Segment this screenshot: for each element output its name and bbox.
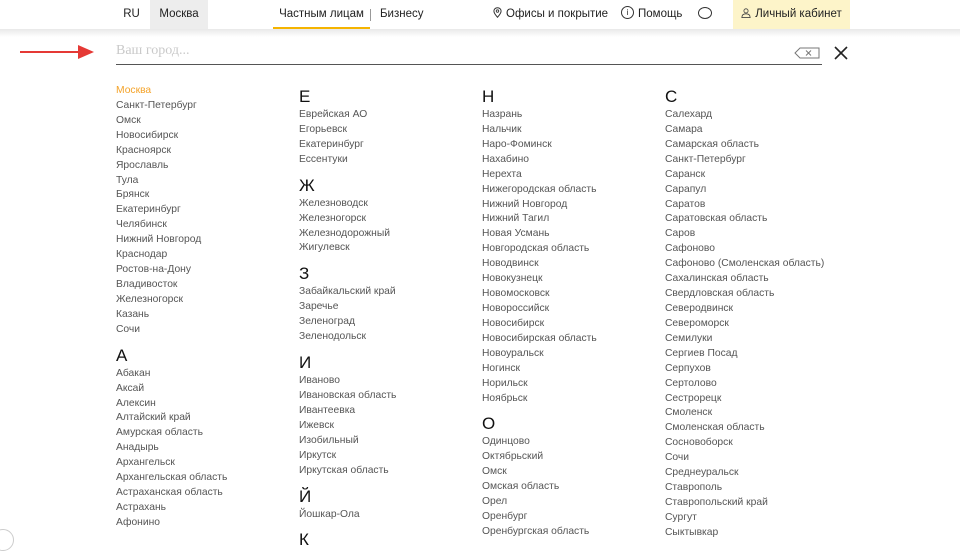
city-link[interactable]: Ноябрьск	[482, 392, 528, 404]
alphabet-letter-heading: Й	[299, 486, 312, 506]
city-column-3	[482, 84, 652, 540]
letter-gap	[299, 479, 469, 484]
city-link[interactable]: Екатеринбург	[299, 138, 364, 150]
city-link[interactable]: Екатеринбург	[116, 204, 181, 216]
city-link[interactable]: Железнодорожный	[299, 227, 390, 239]
city-link[interactable]: Архангельск	[116, 457, 175, 469]
city-link[interactable]: Свердловская область	[665, 288, 775, 300]
city-link[interactable]: Нальчик	[482, 123, 522, 135]
city-link[interactable]: Сестрорецк	[665, 392, 722, 404]
offices-link[interactable]	[493, 0, 608, 29]
red-arrow-icon	[20, 44, 96, 60]
city-link[interactable]: Омская область	[482, 481, 560, 493]
city-link[interactable]: Санкт-Петербург	[116, 99, 197, 111]
city-link[interactable]: Новосибирск	[482, 317, 545, 329]
city-link[interactable]: Йошкар-Ола	[299, 508, 360, 520]
city-column-4	[665, 84, 835, 541]
city-link[interactable]: Астраханская область	[116, 487, 223, 499]
tab-separator	[370, 9, 371, 21]
city-link[interactable]: Оренбург	[482, 511, 528, 523]
city-link[interactable]: Нерехта	[482, 168, 522, 180]
city-link[interactable]: Салехард	[665, 109, 713, 120]
city-link[interactable]: Изобильный	[299, 434, 359, 446]
city-link[interactable]: Сосновоборск	[665, 437, 733, 449]
city-link[interactable]: Новодвинск	[482, 258, 539, 270]
city-link[interactable]: Ногинск	[482, 362, 521, 374]
alphabet-letter-heading: К	[299, 530, 309, 550]
city-link[interactable]: Смоленская область	[665, 422, 765, 434]
letter-gap	[116, 338, 286, 343]
city-link[interactable]: Жигулевск	[299, 242, 350, 254]
alphabet-letter-heading: З	[299, 264, 310, 284]
city-link[interactable]: Железногорск	[299, 212, 367, 224]
scroll-indicator	[0, 529, 14, 551]
city-link[interactable]: Северодвинск	[665, 302, 734, 314]
city-link[interactable]: Санкт-Петербург	[665, 153, 746, 165]
letter-gap	[299, 256, 469, 261]
city-link[interactable]: Ивантеевка	[299, 404, 356, 416]
city-link[interactable]: Ижевск	[299, 419, 335, 431]
city-link[interactable]: Новокузнецк	[482, 273, 543, 285]
city-link[interactable]: Красноярск	[116, 144, 171, 156]
city-link[interactable]: Североморск	[665, 317, 729, 329]
city-link[interactable]: Ставрополь	[665, 482, 723, 494]
city-link[interactable]: Афонино	[116, 516, 161, 528]
city-link[interactable]: Нахабино	[482, 153, 529, 165]
city-link[interactable]: Нижний Новгород	[116, 234, 202, 246]
letter-gap	[299, 345, 469, 350]
city-link[interactable]: Новомосковск	[482, 288, 550, 300]
alphabet-letter-heading: Е	[299, 87, 311, 106]
city-link[interactable]: Сочи	[665, 452, 690, 464]
city-link[interactable]: Иваново	[299, 375, 340, 387]
city-link[interactable]: Железноводск	[299, 197, 368, 209]
city-link[interactable]: Зеленоград	[299, 316, 355, 328]
help-circle-icon: i	[621, 6, 634, 19]
city-link-selected[interactable]: Москва	[116, 85, 152, 96]
city-link[interactable]: Ставропольский край	[665, 496, 768, 508]
city-link[interactable]: Оренбургская область	[482, 525, 590, 537]
city-link[interactable]: Смоленск	[665, 407, 713, 419]
city-link[interactable]: Самарская область	[665, 138, 759, 150]
language-switch[interactable]: RU	[123, 8, 140, 20]
city-link[interactable]: Нижегородская область	[482, 183, 597, 195]
city-link[interactable]: Назрань	[482, 109, 523, 120]
personal-cabinet-button[interactable]	[733, 0, 850, 29]
city-link[interactable]: Ивановская область	[299, 389, 397, 401]
city-link[interactable]: Орел	[482, 496, 508, 508]
top-navigation-bar	[0, 0, 960, 29]
city-link[interactable]: Амурская область	[116, 427, 203, 439]
city-link[interactable]: Анадырь	[116, 442, 159, 454]
city-link[interactable]: Нижний Тагил	[482, 213, 550, 225]
letter-gap	[299, 168, 469, 173]
city-link[interactable]: Заречье	[299, 301, 339, 313]
city-link[interactable]: Аксай	[116, 382, 145, 394]
tab-private-persons[interactable]: Частным лицам	[273, 0, 370, 29]
city-link[interactable]: Егорьевск	[299, 123, 347, 135]
help-link[interactable]	[621, 0, 682, 29]
city-link[interactable]: Сыктывкар	[665, 526, 719, 538]
alphabet-letter-heading: И	[299, 353, 312, 373]
tab-business[interactable]: Бизнесу	[380, 8, 424, 20]
city-link[interactable]: Ессентуки	[299, 153, 348, 165]
city-link[interactable]: Сафоново	[665, 243, 715, 255]
city-link[interactable]: Семилуки	[665, 332, 713, 344]
alphabet-letter-heading: А	[116, 345, 128, 365]
city-link[interactable]: Астрахань	[116, 501, 166, 513]
city-link[interactable]: Алтайский край	[116, 412, 191, 424]
city-link[interactable]: Омск	[116, 114, 141, 126]
city-column-1	[116, 84, 286, 531]
city-link[interactable]: Норильск	[482, 377, 528, 389]
clear-icon[interactable]	[794, 47, 820, 59]
letter-gap	[299, 522, 469, 527]
city-link[interactable]: Новороссийск	[482, 302, 550, 314]
city-link[interactable]: Сафоново (Смоленская область)	[665, 258, 825, 270]
topbar-shadow	[0, 29, 960, 37]
close-icon[interactable]	[833, 45, 849, 61]
city-link[interactable]: Сарапул	[665, 183, 707, 195]
city-link[interactable]: Владивосток	[116, 278, 178, 290]
cabinet-label: Личный кабинет	[755, 8, 842, 20]
city-link[interactable]: Новгородская область	[482, 243, 590, 255]
city-link[interactable]: Краснодар	[116, 249, 168, 261]
city-link[interactable]: Саров	[665, 228, 696, 240]
city-search-input[interactable]	[116, 40, 816, 62]
city-link[interactable]: Наро-Фоминск	[482, 138, 552, 150]
city-link[interactable]: Сахалинская область	[665, 273, 769, 285]
letter-gap	[482, 406, 652, 411]
city-link[interactable]: Омск	[482, 466, 507, 478]
city-column-2	[299, 84, 469, 551]
city-link[interactable]: Брянск	[116, 189, 150, 201]
search-underline	[116, 64, 822, 65]
city-link[interactable]: Новосибирская область	[482, 332, 597, 344]
city-selector-button[interactable]: Москва	[150, 0, 208, 29]
city-link[interactable]: Ростов-на-Дону	[116, 264, 192, 276]
city-link[interactable]: Архангельская область	[116, 472, 228, 484]
city-link[interactable]: Сертолово	[665, 377, 717, 389]
city-link[interactable]: Среднеуральск	[665, 467, 739, 479]
city-link[interactable]: Ярославль	[116, 159, 169, 171]
chat-button[interactable]	[698, 0, 716, 29]
offices-label: Офисы и покрытие	[506, 8, 609, 20]
city-link[interactable]: Забайкальский край	[299, 286, 396, 298]
city-link[interactable]: Иркутская область	[299, 464, 389, 476]
city-link[interactable]: Саратовская область	[665, 213, 768, 225]
city-link[interactable]: Сургут	[665, 511, 697, 523]
city-link[interactable]: Алексин	[116, 397, 156, 409]
alphabet-letter-heading: Ж	[299, 175, 315, 195]
city-link[interactable]: Новосибирск	[116, 129, 179, 141]
city-link[interactable]: Иркутск	[299, 449, 337, 461]
city-link[interactable]: Одинцово	[482, 436, 530, 448]
city-link[interactable]: Новоуральск	[482, 347, 544, 359]
city-link[interactable]: Казань	[116, 308, 150, 320]
city-link[interactable]: Железногорск	[116, 293, 184, 305]
city-link[interactable]: Октябрьский	[482, 451, 544, 463]
location-pin-icon	[493, 7, 502, 18]
city-link[interactable]: Самара	[665, 123, 703, 135]
city-link[interactable]: Серпухов	[665, 362, 711, 374]
alphabet-letter-heading: С	[665, 87, 678, 106]
city-link[interactable]: Сочи	[116, 323, 141, 335]
city-link[interactable]: Саранск	[665, 168, 706, 180]
help-label: Помощь	[638, 8, 683, 20]
city-link[interactable]: Сергиев Посад	[665, 347, 738, 359]
alphabet-letter-heading: О	[482, 414, 496, 434]
city-link[interactable]: Тула	[116, 174, 139, 186]
alphabet-letter-heading: Н	[482, 87, 495, 106]
city-link[interactable]: Зеленодольск	[299, 331, 367, 343]
city-link[interactable]: Нижний Новгород	[482, 198, 568, 210]
city-link[interactable]: Саратов	[665, 198, 706, 210]
city-link[interactable]: Челябинск	[116, 219, 167, 231]
city-link[interactable]: Новая Усмань	[482, 228, 550, 240]
city-link[interactable]: Еврейская АО	[299, 109, 368, 120]
user-icon	[741, 8, 751, 18]
chat-bubble-icon	[698, 7, 712, 19]
city-link[interactable]: Абакан	[116, 367, 151, 379]
